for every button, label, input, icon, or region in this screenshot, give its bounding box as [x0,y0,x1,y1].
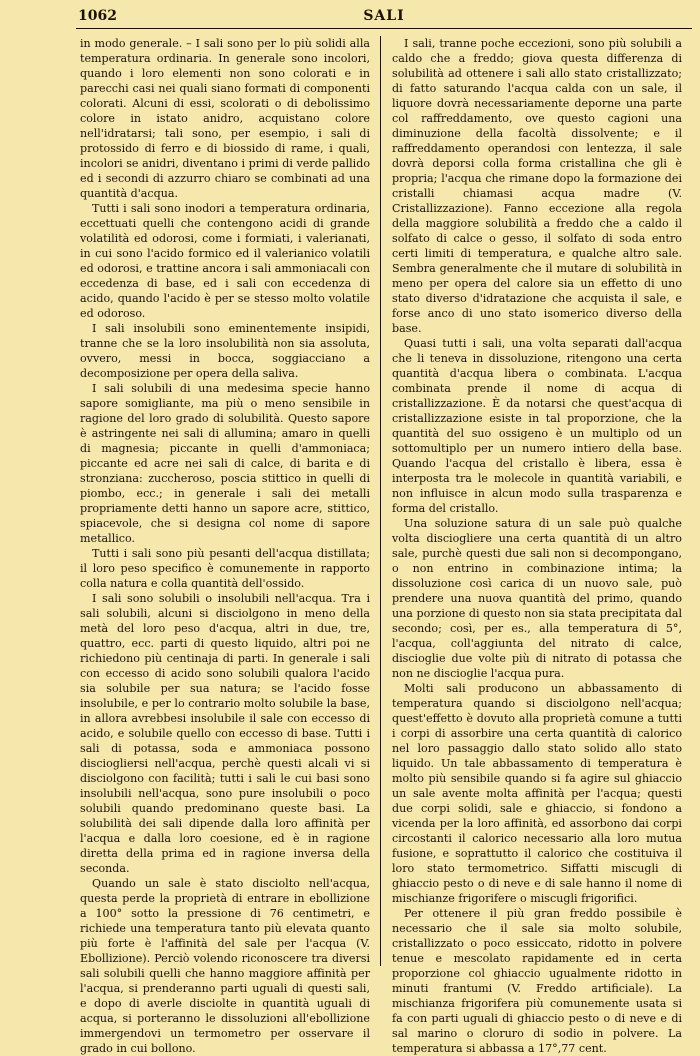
paragraph: I sali insolubili sono eminentemente insipidi, tranne che se la loro insolubilità non sia assoluta, ovvero, messi in bocca, soggiacciano a decomposizione per opera della saliva. [80,322,370,380]
header-rule [76,28,692,29]
paragraph: Quando un sale è stato disciolto nell'acqua, questa perde la proprietà di entrare in ebollizione a 100° sotto la pressione di 76 centimetri, e richiede una temperatura tanto più elevata quanto più forte è l'affinità del sale per l'acqua (V. Ebollizione). Perciò volendo riconoscere tra diversi sali solubili quelli che hanno maggiore affinità per l'acqua, si prenderanno parti uguali di questi sali, e dopo di averle disciolte in quantità uguali di acqua, si porteranno le dissoluzioni all'ebollizione immergendovi un termometro per osservare il grado in cui bollono. [80,877,370,1055]
left-column [80,36,370,1056]
column-divider [380,36,381,966]
page-number: 1062 [78,8,117,24]
page-header [78,8,690,28]
paragraph: I sali, tranne poche eccezioni, sono più solubili a caldo che a freddo; giova questa differenza di solubilità ad ottenere i sali allo stato cristallizzato; di fatto saturando l'acqua calda con un sale, il liquore dovrà necessariamente deporne una parte col raffreddamento, ove questo cagioni una diminuzione della facoltà dissolvente; e il raffreddamento operandosi con lentezza, il sale dovrà deporsi colla forma cristallina che gli è propria; l'acqua che rimane dopo la formazione dei cristalli chiamasi acqua madre (V. Cristallizzazione). Fanno eccezione alla regola della maggiore solubilità a freddo che a caldo il solfato di calce o gesso, il solfato di soda entro certi limiti di temperatura, e qualche altro sale. Sembra generalmente che il mutare di solubilità in meno per opera del calore sia un effetto di uno stato diverso d'idratazione che acquista il sale, e forse anco di uno stato isomerico diverso della base. [392,37,682,335]
paragraph: Per ottenere il più gran freddo possibile è necessario che il sale sia molto solubile, cristallizzato o poco essiccato, ridotto in polvere tenue e mescolato rapidamente ed in certa proporzione col ghiaccio ugualmente ridotto in minuti frantumi (V. Freddo artificiale). La mischianza frigorifera più comunemente usata si fa con parti uguali di ghiaccio pesto o di neve e di sal marino o cloruro di sodio in polvere. La temperatura si abbassa a 17°,77 cent. [392,907,682,1055]
paragraph: Quasi tutti i sali, una volta separati dall'acqua che li teneva in dissoluzione, ritengono una certa quantità d'acqua libera o combinata. L'acqua combinata prende il nome di acqua di cristallizzazione. È da notarsi che quest'acqua di cristallizzazione esiste in tal proporzione, che la quantità del suo ossigeno è un multiplo od un sottomultiplo per un numero intiero della base. Quando l'acqua del cristallo è libera, essa è interposta tra le molecole in quantità variabili, e non influisce in alcun modo sulla trasparenza e forma del cristallo. [392,337,682,515]
paragraph: Molti sali producono un abbassamento di temperatura quando si disciolgono nell'acqua; quest'effetto è dovuto alla proprietà comune a tutti i corpi di assorbire una certa quantità di calorico nel loro passaggio dallo stato solido allo stato liquido. Un tale abbassamento di temperatura è molto più sensibile quando si fa agire sul ghiaccio un sale avente molta affinità per l'acqua; questi due corpi solidi, sale e ghiaccio, si fondono a vicenda per la loro affinità, ed assorbono dai corpi circostanti il calorico necessario alla loro mutua fusione, e soprattutto il calorico che costituiva il loro stato termometrico. Siffatti miscugli di ghiaccio pesto o di neve e di sale hanno il nome di mischianze frigorifere o miscugli frigorifici. [392,682,682,905]
right-column [392,36,682,1056]
paragraph: I sali sono solubili o insolubili nell'acqua. Tra i sali solubili, alcuni si disciolgono in meno della metà del loro peso d'acqua, altri in due, tre, quattro, ecc. parti di questo liquido, altri poi ne richiedono più centinaja di parti. In generale i sali con eccesso di acido sono solubili qualora l'acido sia solubile per sua natura; se l'acido fosse insolubile, e per lo contrario molto solubile la base, in allora avrebbesi insolubile il sale con eccesso di acido, e solubile quello con eccesso di base. Tutti i sali di potassa, soda e ammoniaca possono disciogliersi nell'acqua, perchè questi alcali vi si disciolgono con facilità; tutti i sali le cui basi sono insolubili nell'acqua, sono pure insolubili o poco solubili quando predominano queste basi. La solubilità dei sali dipende dalla loro affinità per l'acqua e dalla loro coesione, ed è in ragione diretta della prima ed in ragione inversa della seconda. [80,592,370,875]
paragraph: Tutti i sali sono più pesanti dell'acqua distillata; il loro peso specifico è comunemente in rapporto colla natura e colla quantità dell'ossido. [80,547,370,590]
paragraph: Una soluzione satura di un sale può qualche volta disciogliere una certa quantità di un altro sale, purchè questi due sali non si decompongano, o non entrino in combinazione intima; la dissoluzione così carica di un nuovo sale, può prendere una nuova quantità del primo, quando una porzione di questo non sia stata precipitata dal secondo; così, per es., alla temperatura di 5°, l'acqua, coll'aggiunta del nitrato di calce, discioglie due volte più di nitrato di potassa che non ne discioglie l'acqua pura. [392,517,682,680]
running-head: SALI [363,8,405,24]
paragraph: Tutti i sali sono inodori a temperatura ordinaria, eccettuati quelli che contengono acidi di grande volatilità ed odorosi, come i formiati, i valerianati, in cui sono l'acido formico ed il valerianico volatili ed odorosi, e trattine ancora i sali ammoniacali con eccedenza di base, ed i sali con eccedenza di acido, quando l'acido è per se stesso molto volatile ed odoroso. [80,202,370,320]
paragraph: I sali solubili di una medesima specie hanno sapore somigliante, ma più o meno sensibile in ragione del loro grado di solubilità. Questo sapore è astringente nei sali di allumina; amaro in quelli di magnesia; piccante in quelli d'ammoniaca; piccante ed acre nei sali di calce, di barita e di stronziana: zuccheroso, poscia stittico in quelli di piombo, ecc.; in generale i sali dei metalli propriamente detti hanno un sapore acre, stittico, spiacevole, che si designa col nome di sapore metallico. [80,382,370,545]
paragraph: in modo generale. – I sali sono per lo più solidi alla temperatura ordinaria. In generale sono incolori, quando i loro elementi non sono colorati e in parecchi casi nei quali siano formati di componenti colorati. Alcuni di essi, scolorati o di debolissimo colore in istato anidro, acquistano colore nell'idratarsi; tali sono, per esempio, i sali di protossido di ferro e di biossido di rame, i quali, incolori se anidri, diventano i primi di verde pallido ed i secondi di azzurro chiaro se combinati ad una quantità d'acqua. [80,37,370,200]
